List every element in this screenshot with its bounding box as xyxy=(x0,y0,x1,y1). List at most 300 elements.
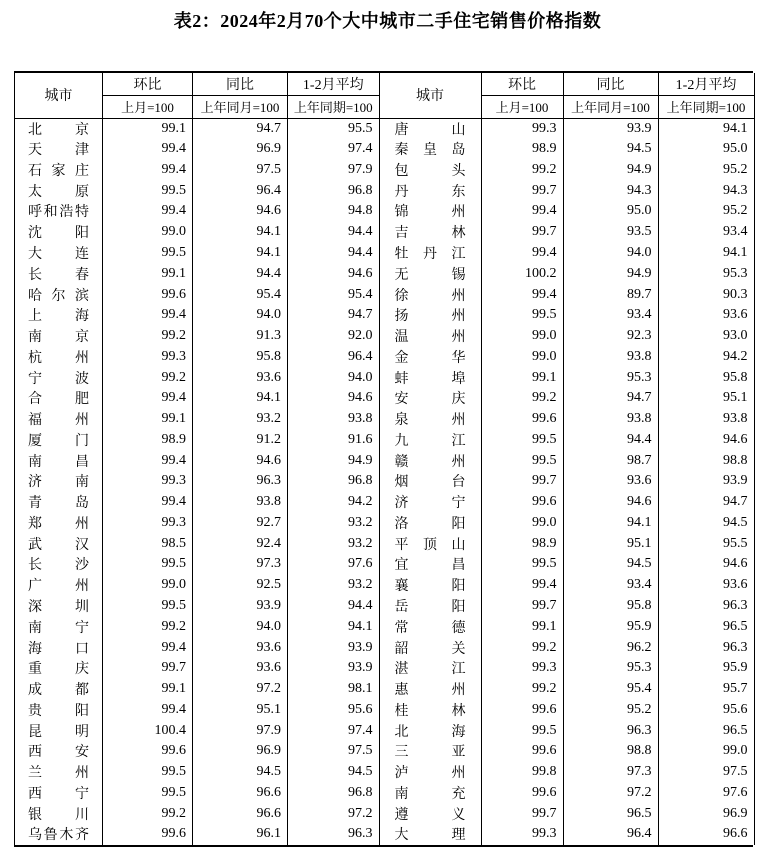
yoy-value-cell: 93.4 xyxy=(563,305,658,326)
city-name: 桂 林 xyxy=(394,703,466,719)
city-name: 金 华 xyxy=(394,350,466,366)
city-cell xyxy=(379,616,481,637)
mom-value-cell: 99.6 xyxy=(481,741,563,762)
table-row xyxy=(379,243,754,264)
yoy-value-cell: 93.6 xyxy=(563,471,658,492)
yoy-value-cell: 95.0 xyxy=(563,201,658,222)
city-cell xyxy=(379,658,481,679)
yoy-value-cell: 94.1 xyxy=(563,513,658,534)
mom-value-cell: 100.2 xyxy=(481,263,563,284)
mom-value-cell: 99.5 xyxy=(481,720,563,741)
city-name: 济 宁 xyxy=(394,496,466,512)
table-row xyxy=(379,346,754,367)
avg-value-cell: 93.8 xyxy=(658,409,754,430)
city-name: 平 顶 山 xyxy=(394,537,466,553)
city-cell xyxy=(379,346,481,367)
avg-value-cell: 97.6 xyxy=(288,554,379,575)
yoy-value-cell: 94.1 xyxy=(193,388,288,409)
city-cell xyxy=(379,471,481,492)
mom-value-cell: 98.9 xyxy=(103,429,193,450)
table-row xyxy=(379,699,754,720)
table-row xyxy=(15,139,379,160)
avg-value-cell: 94.7 xyxy=(288,305,379,326)
yoy-value-cell: 95.9 xyxy=(563,616,658,637)
yoy-value-cell: 94.1 xyxy=(193,222,288,243)
city-cell xyxy=(379,513,481,534)
table-row xyxy=(379,471,754,492)
city-name: 南 京 xyxy=(28,330,89,346)
mom-value-cell: 98.5 xyxy=(103,533,193,554)
avg-value-cell: 93.9 xyxy=(658,471,754,492)
city-name: 泉 州 xyxy=(394,413,466,429)
mom-value-cell: 98.9 xyxy=(481,533,563,554)
city-cell xyxy=(15,824,103,845)
city-name: 昆 明 xyxy=(28,724,89,740)
city-cell xyxy=(379,201,481,222)
city-name: 重 庆 xyxy=(28,662,89,678)
mom-value-cell: 99.0 xyxy=(103,575,193,596)
city-name: 宜 昌 xyxy=(394,558,466,574)
city-name: 呼 和 浩 特 xyxy=(28,205,89,221)
yoy-value-cell: 96.4 xyxy=(563,824,658,845)
city-cell xyxy=(379,492,481,513)
city-name: 襄 阳 xyxy=(394,579,466,595)
table-row xyxy=(379,160,754,181)
table-row xyxy=(379,284,754,305)
city-cell xyxy=(15,243,103,264)
table-row xyxy=(379,783,754,804)
table-right-half xyxy=(379,73,755,845)
mom-value-cell: 99.4 xyxy=(103,637,193,658)
mom-value-cell: 99.6 xyxy=(481,409,563,430)
mom-value-cell: 99.8 xyxy=(481,762,563,783)
table-row xyxy=(15,741,379,762)
avg-value-cell: 91.6 xyxy=(288,429,379,450)
mom-value-cell: 99.7 xyxy=(481,596,563,617)
yoy-value-cell: 93.6 xyxy=(193,658,288,679)
avg-value-cell: 94.5 xyxy=(288,762,379,783)
avg-value-cell: 93.0 xyxy=(658,326,754,347)
city-cell xyxy=(15,616,103,637)
table-row xyxy=(379,596,754,617)
yoy-value-cell: 98.8 xyxy=(563,741,658,762)
table-row xyxy=(15,180,379,201)
price-index-table xyxy=(14,71,753,847)
mom-value-cell: 99.1 xyxy=(103,118,193,139)
table-row xyxy=(15,783,379,804)
table-row xyxy=(15,699,379,720)
yoy-value-cell: 93.4 xyxy=(563,575,658,596)
city-cell xyxy=(15,471,103,492)
avg-value-cell: 95.6 xyxy=(288,699,379,720)
avg-value-cell: 94.6 xyxy=(288,263,379,284)
avg-value-cell: 96.6 xyxy=(658,824,754,845)
table-header-right xyxy=(379,73,754,118)
mom-value-cell: 98.9 xyxy=(481,139,563,160)
mom-value-cell: 99.2 xyxy=(103,326,193,347)
city-cell xyxy=(15,575,103,596)
mom-value-cell: 99.5 xyxy=(103,596,193,617)
table-row xyxy=(15,326,379,347)
table-row xyxy=(379,388,754,409)
table-row xyxy=(15,720,379,741)
city-name: 南 昌 xyxy=(28,454,89,470)
yoy-value-cell: 94.4 xyxy=(563,429,658,450)
city-cell xyxy=(15,741,103,762)
table-row xyxy=(15,637,379,658)
city-name: 哈 尔 滨 xyxy=(28,288,89,304)
mom-value-cell: 99.4 xyxy=(481,284,563,305)
table-row xyxy=(379,720,754,741)
city-cell xyxy=(379,720,481,741)
yoy-value-cell: 93.2 xyxy=(193,409,288,430)
mom-value-cell: 99.5 xyxy=(103,762,193,783)
city-name: 蚌 埠 xyxy=(394,371,466,387)
avg-value-cell: 97.5 xyxy=(658,762,754,783)
city-name: 济 南 xyxy=(28,475,89,491)
city-name: 上 海 xyxy=(28,309,89,325)
yoy-value-cell: 92.4 xyxy=(193,533,288,554)
yoy-value-cell: 94.1 xyxy=(193,243,288,264)
avg-value-cell: 96.3 xyxy=(658,637,754,658)
table-row xyxy=(15,201,379,222)
avg-value-cell: 96.8 xyxy=(288,180,379,201)
mom-value-cell: 99.3 xyxy=(103,513,193,534)
city-cell xyxy=(15,596,103,617)
avg-value-cell: 95.5 xyxy=(658,533,754,554)
table-row xyxy=(15,575,379,596)
city-cell xyxy=(379,699,481,720)
mom-value-cell: 99.4 xyxy=(103,450,193,471)
city-name: 长 春 xyxy=(28,267,89,283)
table-row xyxy=(15,346,379,367)
yoy-value-cell: 94.5 xyxy=(563,554,658,575)
yoy-value-cell: 96.9 xyxy=(193,741,288,762)
yoy-value-cell: 96.3 xyxy=(563,720,658,741)
avg-value-cell: 93.8 xyxy=(288,409,379,430)
city-cell xyxy=(15,783,103,804)
avg-value-cell: 94.4 xyxy=(288,222,379,243)
city-cell xyxy=(15,367,103,388)
table-left-half xyxy=(14,73,379,845)
city-name: 乌 鲁 木 齐 xyxy=(28,828,89,844)
yoy-value-cell: 98.7 xyxy=(563,450,658,471)
yoy-value-cell: 94.5 xyxy=(563,139,658,160)
table-row xyxy=(379,201,754,222)
yoy-value-cell: 96.6 xyxy=(193,783,288,804)
city-name: 烟 台 xyxy=(394,475,466,491)
avg-value-cell: 95.0 xyxy=(658,139,754,160)
table-row xyxy=(15,388,379,409)
avg-value-cell: 97.6 xyxy=(658,783,754,804)
table-row xyxy=(15,471,379,492)
mom-value-cell: 99.0 xyxy=(481,346,563,367)
mom-value-cell: 99.4 xyxy=(103,699,193,720)
mom-value-cell: 99.5 xyxy=(103,243,193,264)
avg-value-cell: 95.8 xyxy=(658,367,754,388)
table-row xyxy=(15,596,379,617)
yoy-value-cell: 91.2 xyxy=(193,429,288,450)
mom-value-cell: 99.2 xyxy=(481,388,563,409)
table-row xyxy=(15,616,379,637)
yoy-value-cell: 95.3 xyxy=(563,367,658,388)
mom-value-cell: 99.1 xyxy=(481,616,563,637)
yoy-value-cell: 97.2 xyxy=(193,679,288,700)
city-cell xyxy=(15,554,103,575)
mom-value-cell: 99.3 xyxy=(481,824,563,845)
mom-value-cell: 99.1 xyxy=(103,679,193,700)
city-name: 银 川 xyxy=(28,807,89,823)
mom-value-cell: 99.7 xyxy=(103,658,193,679)
yoy-value-cell: 96.6 xyxy=(193,803,288,824)
avg-value-cell: 96.8 xyxy=(288,783,379,804)
yoy-value-cell: 91.3 xyxy=(193,326,288,347)
avg-value-cell: 93.2 xyxy=(288,575,379,596)
mom-value-cell: 99.4 xyxy=(481,575,563,596)
city-cell xyxy=(15,222,103,243)
table-row xyxy=(15,284,379,305)
city-name: 兰 州 xyxy=(28,766,89,782)
city-cell xyxy=(15,409,103,430)
mom-value-cell: 99.3 xyxy=(103,346,193,367)
yoy-value-cell: 94.6 xyxy=(563,492,658,513)
mom-value-cell: 99.6 xyxy=(481,699,563,720)
col-header-mom: 环比 xyxy=(481,73,563,95)
mom-value-cell: 99.2 xyxy=(103,803,193,824)
mom-value-cell: 99.1 xyxy=(103,263,193,284)
yoy-value-cell: 93.6 xyxy=(193,367,288,388)
table-header-left xyxy=(15,73,379,118)
mom-value-cell: 99.7 xyxy=(481,471,563,492)
yoy-value-cell: 94.5 xyxy=(193,762,288,783)
city-name: 湛 江 xyxy=(394,662,466,678)
city-name: 宁 波 xyxy=(28,371,89,387)
avg-value-cell: 94.8 xyxy=(288,201,379,222)
city-cell xyxy=(15,679,103,700)
city-cell xyxy=(379,824,481,845)
avg-value-cell: 93.2 xyxy=(288,513,379,534)
city-name: 泸 州 xyxy=(394,766,466,782)
yoy-value-cell: 93.9 xyxy=(193,596,288,617)
mom-value-cell: 99.3 xyxy=(481,118,563,139)
yoy-value-cell: 96.3 xyxy=(193,471,288,492)
yoy-value-cell: 93.9 xyxy=(563,118,658,139)
table-body-left xyxy=(15,118,379,845)
table-row xyxy=(379,658,754,679)
avg-value-cell: 94.2 xyxy=(658,346,754,367)
table-row xyxy=(15,222,379,243)
city-name: 岳 阳 xyxy=(394,599,466,615)
city-cell xyxy=(379,367,481,388)
city-cell xyxy=(379,388,481,409)
avg-value-cell: 95.1 xyxy=(658,388,754,409)
city-cell xyxy=(379,596,481,617)
yoy-value-cell: 94.6 xyxy=(193,201,288,222)
city-name: 厦 门 xyxy=(28,433,89,449)
avg-value-cell: 94.0 xyxy=(288,367,379,388)
mom-value-cell: 99.5 xyxy=(103,554,193,575)
mom-value-cell: 99.4 xyxy=(481,243,563,264)
table-row xyxy=(15,450,379,471)
mom-value-cell: 99.1 xyxy=(481,367,563,388)
mom-value-cell: 99.7 xyxy=(481,222,563,243)
table-row xyxy=(15,305,379,326)
table-row xyxy=(379,367,754,388)
mom-value-cell: 99.3 xyxy=(481,658,563,679)
avg-value-cell: 93.9 xyxy=(288,658,379,679)
avg-value-cell: 95.2 xyxy=(658,160,754,181)
city-name: 武 汉 xyxy=(28,537,89,553)
city-name: 三 亚 xyxy=(394,745,466,761)
city-name: 郑 州 xyxy=(28,516,89,532)
city-cell xyxy=(15,492,103,513)
yoy-value-cell: 94.9 xyxy=(563,160,658,181)
avg-value-cell: 94.9 xyxy=(288,450,379,471)
mom-value-cell: 99.6 xyxy=(481,783,563,804)
table-row xyxy=(379,803,754,824)
mom-value-cell: 99.5 xyxy=(481,554,563,575)
table-row xyxy=(15,409,379,430)
city-name: 温 州 xyxy=(394,330,466,346)
table-row xyxy=(379,637,754,658)
avg-value-cell: 94.1 xyxy=(658,118,754,139)
mom-value-cell: 99.2 xyxy=(481,637,563,658)
city-name: 南 宁 xyxy=(28,620,89,636)
avg-value-cell: 96.4 xyxy=(288,346,379,367)
table-row xyxy=(15,367,379,388)
city-name: 九 江 xyxy=(394,433,466,449)
yoy-value-cell: 94.6 xyxy=(193,450,288,471)
avg-value-cell: 99.0 xyxy=(658,741,754,762)
city-cell xyxy=(379,305,481,326)
city-name: 西 安 xyxy=(28,745,89,761)
avg-value-cell: 92.0 xyxy=(288,326,379,347)
table-row xyxy=(379,409,754,430)
city-cell xyxy=(15,720,103,741)
table-row xyxy=(379,679,754,700)
avg-value-cell: 95.6 xyxy=(658,699,754,720)
city-name: 西 宁 xyxy=(28,786,89,802)
mom-value-cell: 99.0 xyxy=(481,326,563,347)
table-row xyxy=(15,533,379,554)
mom-value-cell: 99.4 xyxy=(103,492,193,513)
yoy-value-cell: 92.5 xyxy=(193,575,288,596)
mom-value-cell: 99.4 xyxy=(103,305,193,326)
city-cell xyxy=(15,388,103,409)
city-name: 合 肥 xyxy=(28,392,89,408)
table-row xyxy=(15,263,379,284)
city-name: 锦 州 xyxy=(394,205,466,221)
yoy-value-cell: 94.0 xyxy=(563,243,658,264)
city-name: 唐 山 xyxy=(394,122,466,138)
mom-value-cell: 99.5 xyxy=(481,305,563,326)
avg-value-cell: 97.9 xyxy=(288,160,379,181)
city-cell xyxy=(379,222,481,243)
avg-value-cell: 98.1 xyxy=(288,679,379,700)
city-cell xyxy=(15,305,103,326)
yoy-value-cell: 95.8 xyxy=(563,596,658,617)
city-name: 惠 州 xyxy=(394,683,466,699)
avg-value-cell: 94.6 xyxy=(288,388,379,409)
city-name: 无 锡 xyxy=(394,267,466,283)
city-cell xyxy=(15,201,103,222)
table-row xyxy=(15,429,379,450)
table-row xyxy=(379,741,754,762)
page-title: 表2：2024年2月70个大中城市二手住宅销售价格指数 xyxy=(173,11,602,31)
city-name: 海 口 xyxy=(28,641,89,657)
avg-value-cell: 96.3 xyxy=(288,824,379,845)
table-row xyxy=(379,824,754,845)
city-name: 南 充 xyxy=(394,786,466,802)
col-header-yoy: 同比 xyxy=(563,73,658,95)
mom-value-cell: 99.6 xyxy=(103,284,193,305)
city-cell xyxy=(379,533,481,554)
city-name: 太 原 xyxy=(28,184,89,200)
city-name: 成 都 xyxy=(28,683,89,699)
mom-value-cell: 99.1 xyxy=(103,409,193,430)
avg-value-cell: 94.6 xyxy=(658,554,754,575)
yoy-value-cell: 94.7 xyxy=(563,388,658,409)
yoy-value-cell: 93.8 xyxy=(193,492,288,513)
col-header-city: 城市 xyxy=(379,73,481,118)
yoy-value-cell: 95.1 xyxy=(193,699,288,720)
mom-value-cell: 99.0 xyxy=(103,222,193,243)
yoy-value-cell: 95.1 xyxy=(563,533,658,554)
avg-value-cell: 93.6 xyxy=(658,575,754,596)
yoy-value-cell: 89.7 xyxy=(563,284,658,305)
city-name: 遵 义 xyxy=(394,807,466,823)
city-cell xyxy=(15,762,103,783)
avg-value-cell: 96.5 xyxy=(658,616,754,637)
city-name: 福 州 xyxy=(28,413,89,429)
city-cell xyxy=(15,429,103,450)
city-name: 广 州 xyxy=(28,579,89,595)
city-cell xyxy=(15,326,103,347)
avg-value-cell: 96.9 xyxy=(658,803,754,824)
avg-value-cell: 90.3 xyxy=(658,284,754,305)
city-name: 天 津 xyxy=(28,143,89,159)
table-row xyxy=(379,450,754,471)
city-name: 秦 皇 岛 xyxy=(394,143,466,159)
avg-value-cell: 98.8 xyxy=(658,450,754,471)
table-row xyxy=(379,263,754,284)
city-name: 北 京 xyxy=(28,122,89,138)
mom-value-cell: 99.5 xyxy=(481,450,563,471)
city-cell xyxy=(379,762,481,783)
yoy-value-cell: 93.8 xyxy=(563,346,658,367)
city-cell xyxy=(379,284,481,305)
avg-value-cell: 97.4 xyxy=(288,720,379,741)
col-subheader-yoy-base: 上年同月=100 xyxy=(563,95,658,118)
city-cell xyxy=(379,803,481,824)
city-cell xyxy=(379,160,481,181)
avg-value-cell: 95.4 xyxy=(288,284,379,305)
yoy-value-cell: 94.7 xyxy=(193,118,288,139)
city-name: 吉 林 xyxy=(394,226,466,242)
mom-value-cell: 99.6 xyxy=(103,741,193,762)
city-name: 沈 阳 xyxy=(28,226,89,242)
table-row xyxy=(379,575,754,596)
yoy-value-cell: 95.4 xyxy=(563,679,658,700)
mom-value-cell: 99.2 xyxy=(103,367,193,388)
table-row xyxy=(379,533,754,554)
city-cell xyxy=(379,783,481,804)
city-cell xyxy=(379,429,481,450)
city-cell xyxy=(379,139,481,160)
avg-value-cell: 95.9 xyxy=(658,658,754,679)
yoy-value-cell: 95.2 xyxy=(563,699,658,720)
mom-value-cell: 99.2 xyxy=(481,160,563,181)
